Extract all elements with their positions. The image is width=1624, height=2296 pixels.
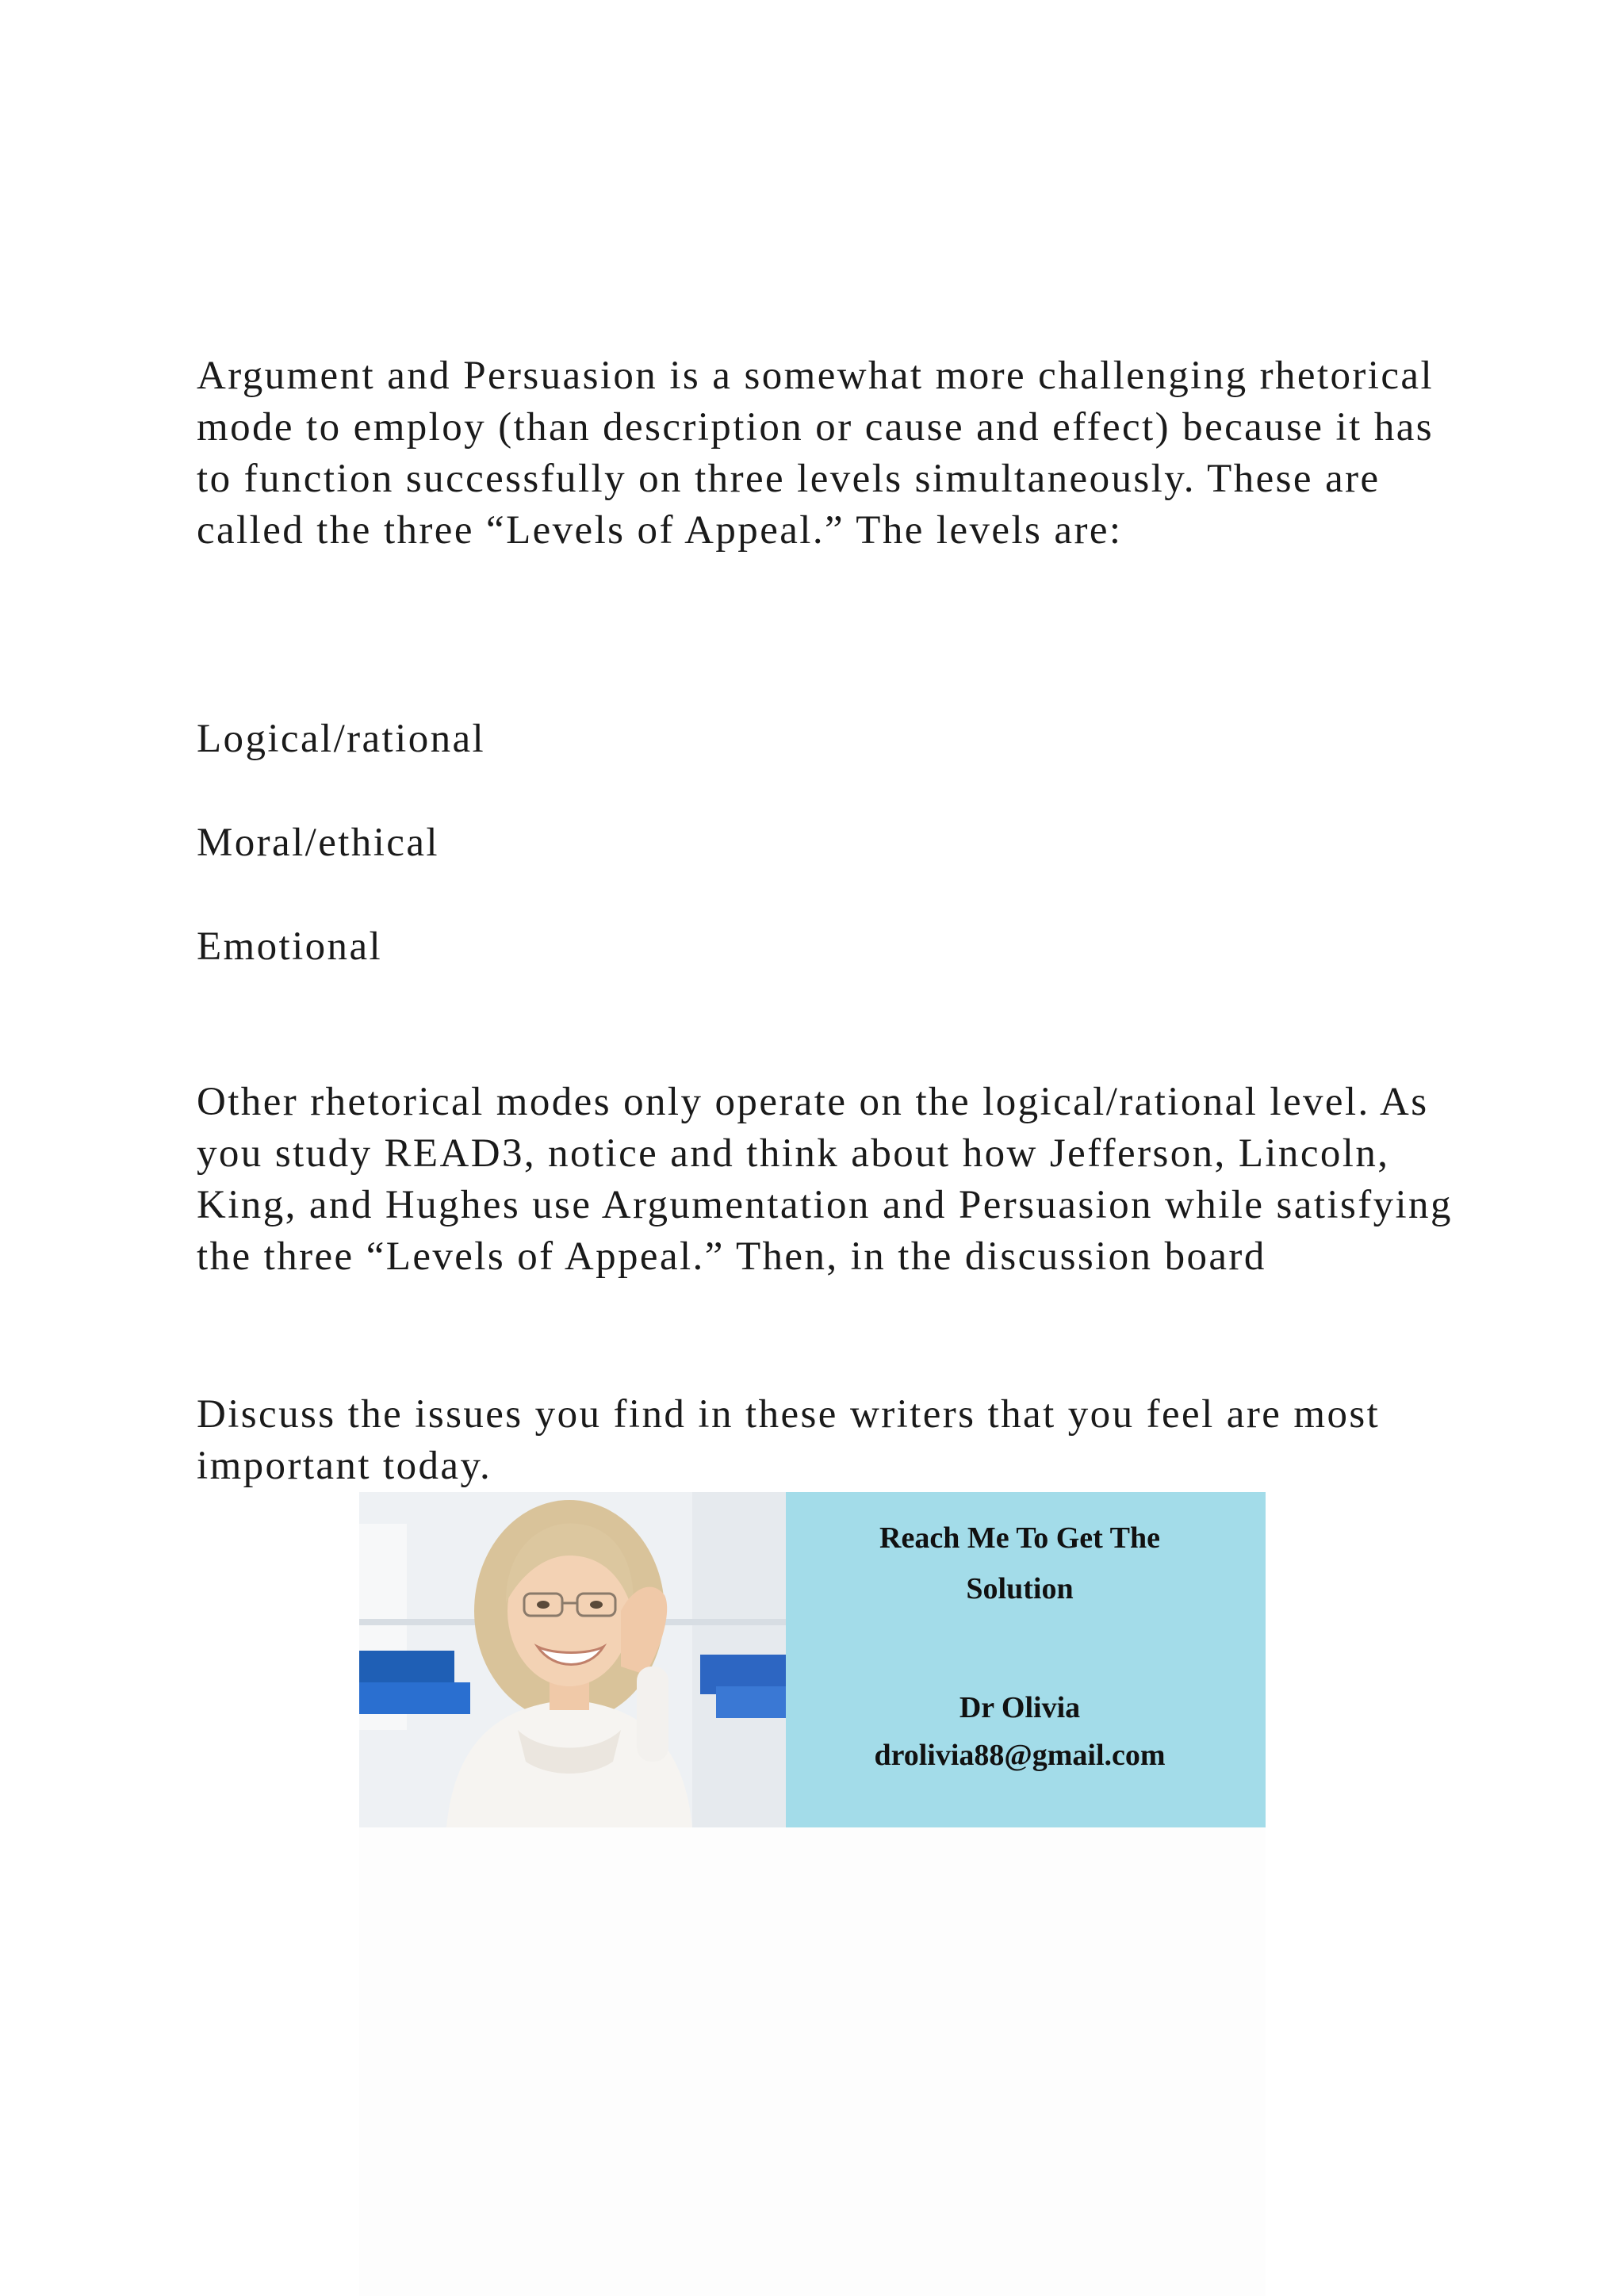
rhetorical-modes-paragraph: Other rhetorical modes only operate on the logical/rational level. As you study READ3, notice and think about how Jefferson, Lincoln, King, and Hughes use Argumentation and Persuasion while satisfying the three “Levels of Appeal.” Then, in the discussion board bbox=[197, 1080, 1453, 1279]
level-item-emotional: Emotional bbox=[197, 924, 383, 969]
advert-subheadline: Solution bbox=[966, 1572, 1074, 1605]
tutor-photo bbox=[359, 1492, 786, 1827]
level-item-logical: Logical/rational bbox=[197, 717, 486, 761]
level-item-moral: Moral/ethical bbox=[197, 821, 439, 865]
tutor-email: drolivia88@gmail.com bbox=[874, 1739, 1166, 1772]
contact-info-panel bbox=[786, 1492, 1266, 1827]
advert-headline: Reach Me To Get The bbox=[879, 1521, 1160, 1555]
blank-lower-area bbox=[359, 1827, 1266, 2296]
contact-advert-banner bbox=[359, 1492, 1266, 1827]
discussion-prompt-paragraph: Discuss the issues you find in these writers that you feel are most important today. bbox=[197, 1392, 1381, 1488]
tutor-name: Dr Olivia bbox=[959, 1691, 1081, 1724]
woman-portrait-illustration bbox=[359, 1492, 786, 1827]
intro-paragraph: Argument and Persuasion is a somewhat more challenging rhetorical mode to employ (than description or cause and effect) because it has to function successfully on three levels simultaneously. These are called the three “Levels of Appeal.” The levels are: bbox=[197, 354, 1434, 553]
